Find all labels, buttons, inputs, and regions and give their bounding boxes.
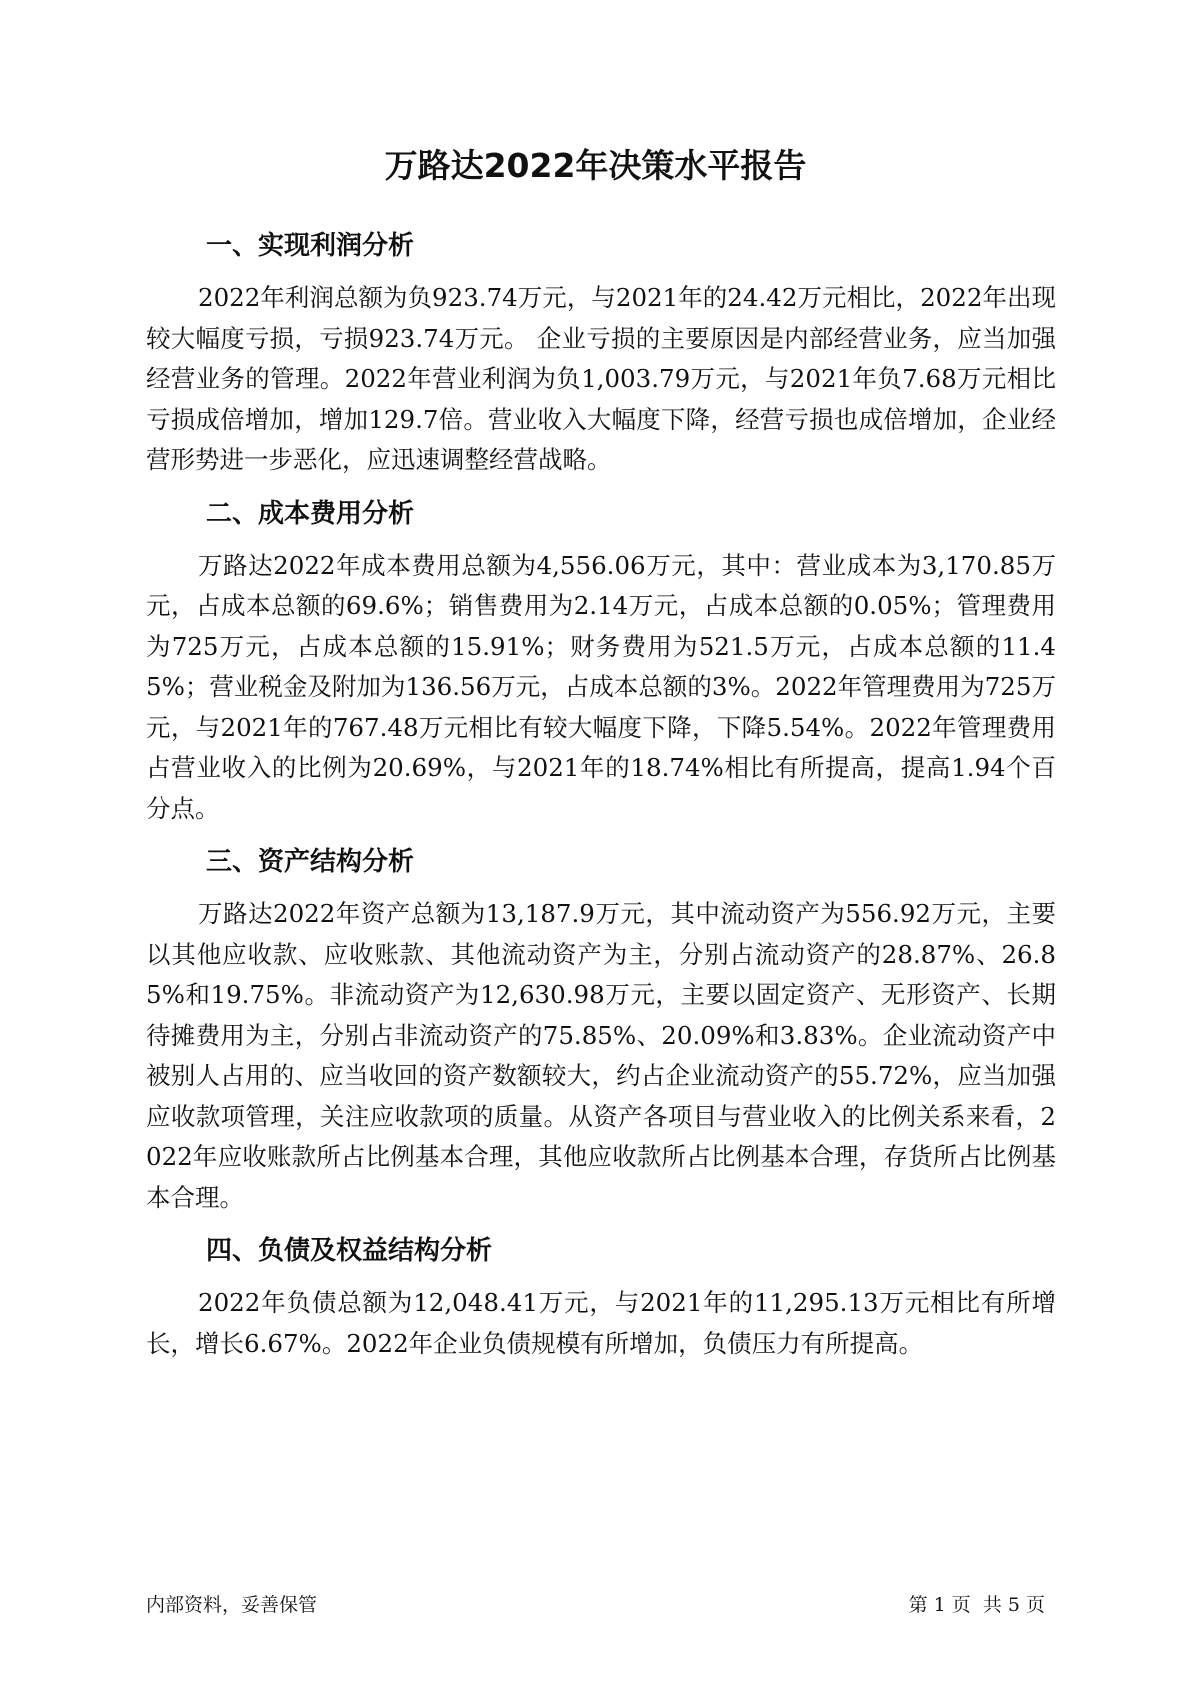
section-paragraph-profit: 2022年利润总额为负923.74万元，与2021年的24.42万元相比，2022年出现较大幅度亏损，亏损923.74万元。 企业亏损的主要原因是内部经营业务，应当加强经营业务的管理。2022年营业利润为负1,003.79万元，与2021年负7.68万元相比亏损成倍增加，增加129.7倍。营业收入大幅度下降，经营亏损也成倍增加，企业经营形势进一步恶化，应迅速调整经营战略。 [146,283,1056,474]
section-heading-profit: 一、实现利润分析 [206,231,415,261]
document-body [146,226,1056,1377]
footer-page-number: 第 1 页 共 5 页 [908,1594,1045,1616]
section-paragraph-assets: 万路达2022年资产总额为13,187.9万元，其中流动资产为556.92万元，主要以其他应收款、应收账款、其他流动资产为主，分别占流动资产的28.87%、26.85%和19.75%。非流动资产为12,630.98万元，主要以固定资产、无形资产、长期待摊费用为主，分别占非流动资产的75.85%、20.09%和3.83%。企业流动资产中被别人占用的、应当收回的资产数额较大，约占企业流动资产的55.72%，应当加强应收款项管理，关注应收款项的质量。从资产各项目与营业收入的比例关系来看，2022年应收账款所占比例基本合理，其他应收款所占比例基本合理，存货所占比例基本合理。 [146,899,1056,1212]
footer-confidential-note: 内部资料，妥善保管 [146,1594,318,1616]
section-heading-assets: 三、资产结构分析 [206,847,415,877]
document-title: 万路达2022年决策水平报告 [384,146,807,185]
section-paragraph-cost: 万路达2022年成本费用总额为4,556.06万元，其中：营业成本为3,170.85万元，占成本总额的69.6%；销售费用为2.14万元，占成本总额的0.05%；管理费用为725万元，占成本总额的15.91%；财务费用为521.5万元，占成本总额的11.45%；营业税金及附加为136.56万元，占成本总额的3%。2022年管理费用为725万元，与2021年的767.48万元相比有较大幅度下降，下降5.54%。2022年管理费用占营业收入的比例为20.69%，与2021年的18.74%相比有所提高，提高1.94个百分点。 [146,550,1056,823]
section-heading-cost: 二、成本费用分析 [206,498,415,529]
section-paragraph-liabilities: 2022年负债总额为12,048.41万元，与2021年的11,295.13万元相比有所增长，增长6.67%。2022年企业负债规模有所增加，负债压力有所提高。 [146,1288,1056,1358]
section-heading-liabilities: 四、负债及权益结构分析 [206,1236,493,1266]
